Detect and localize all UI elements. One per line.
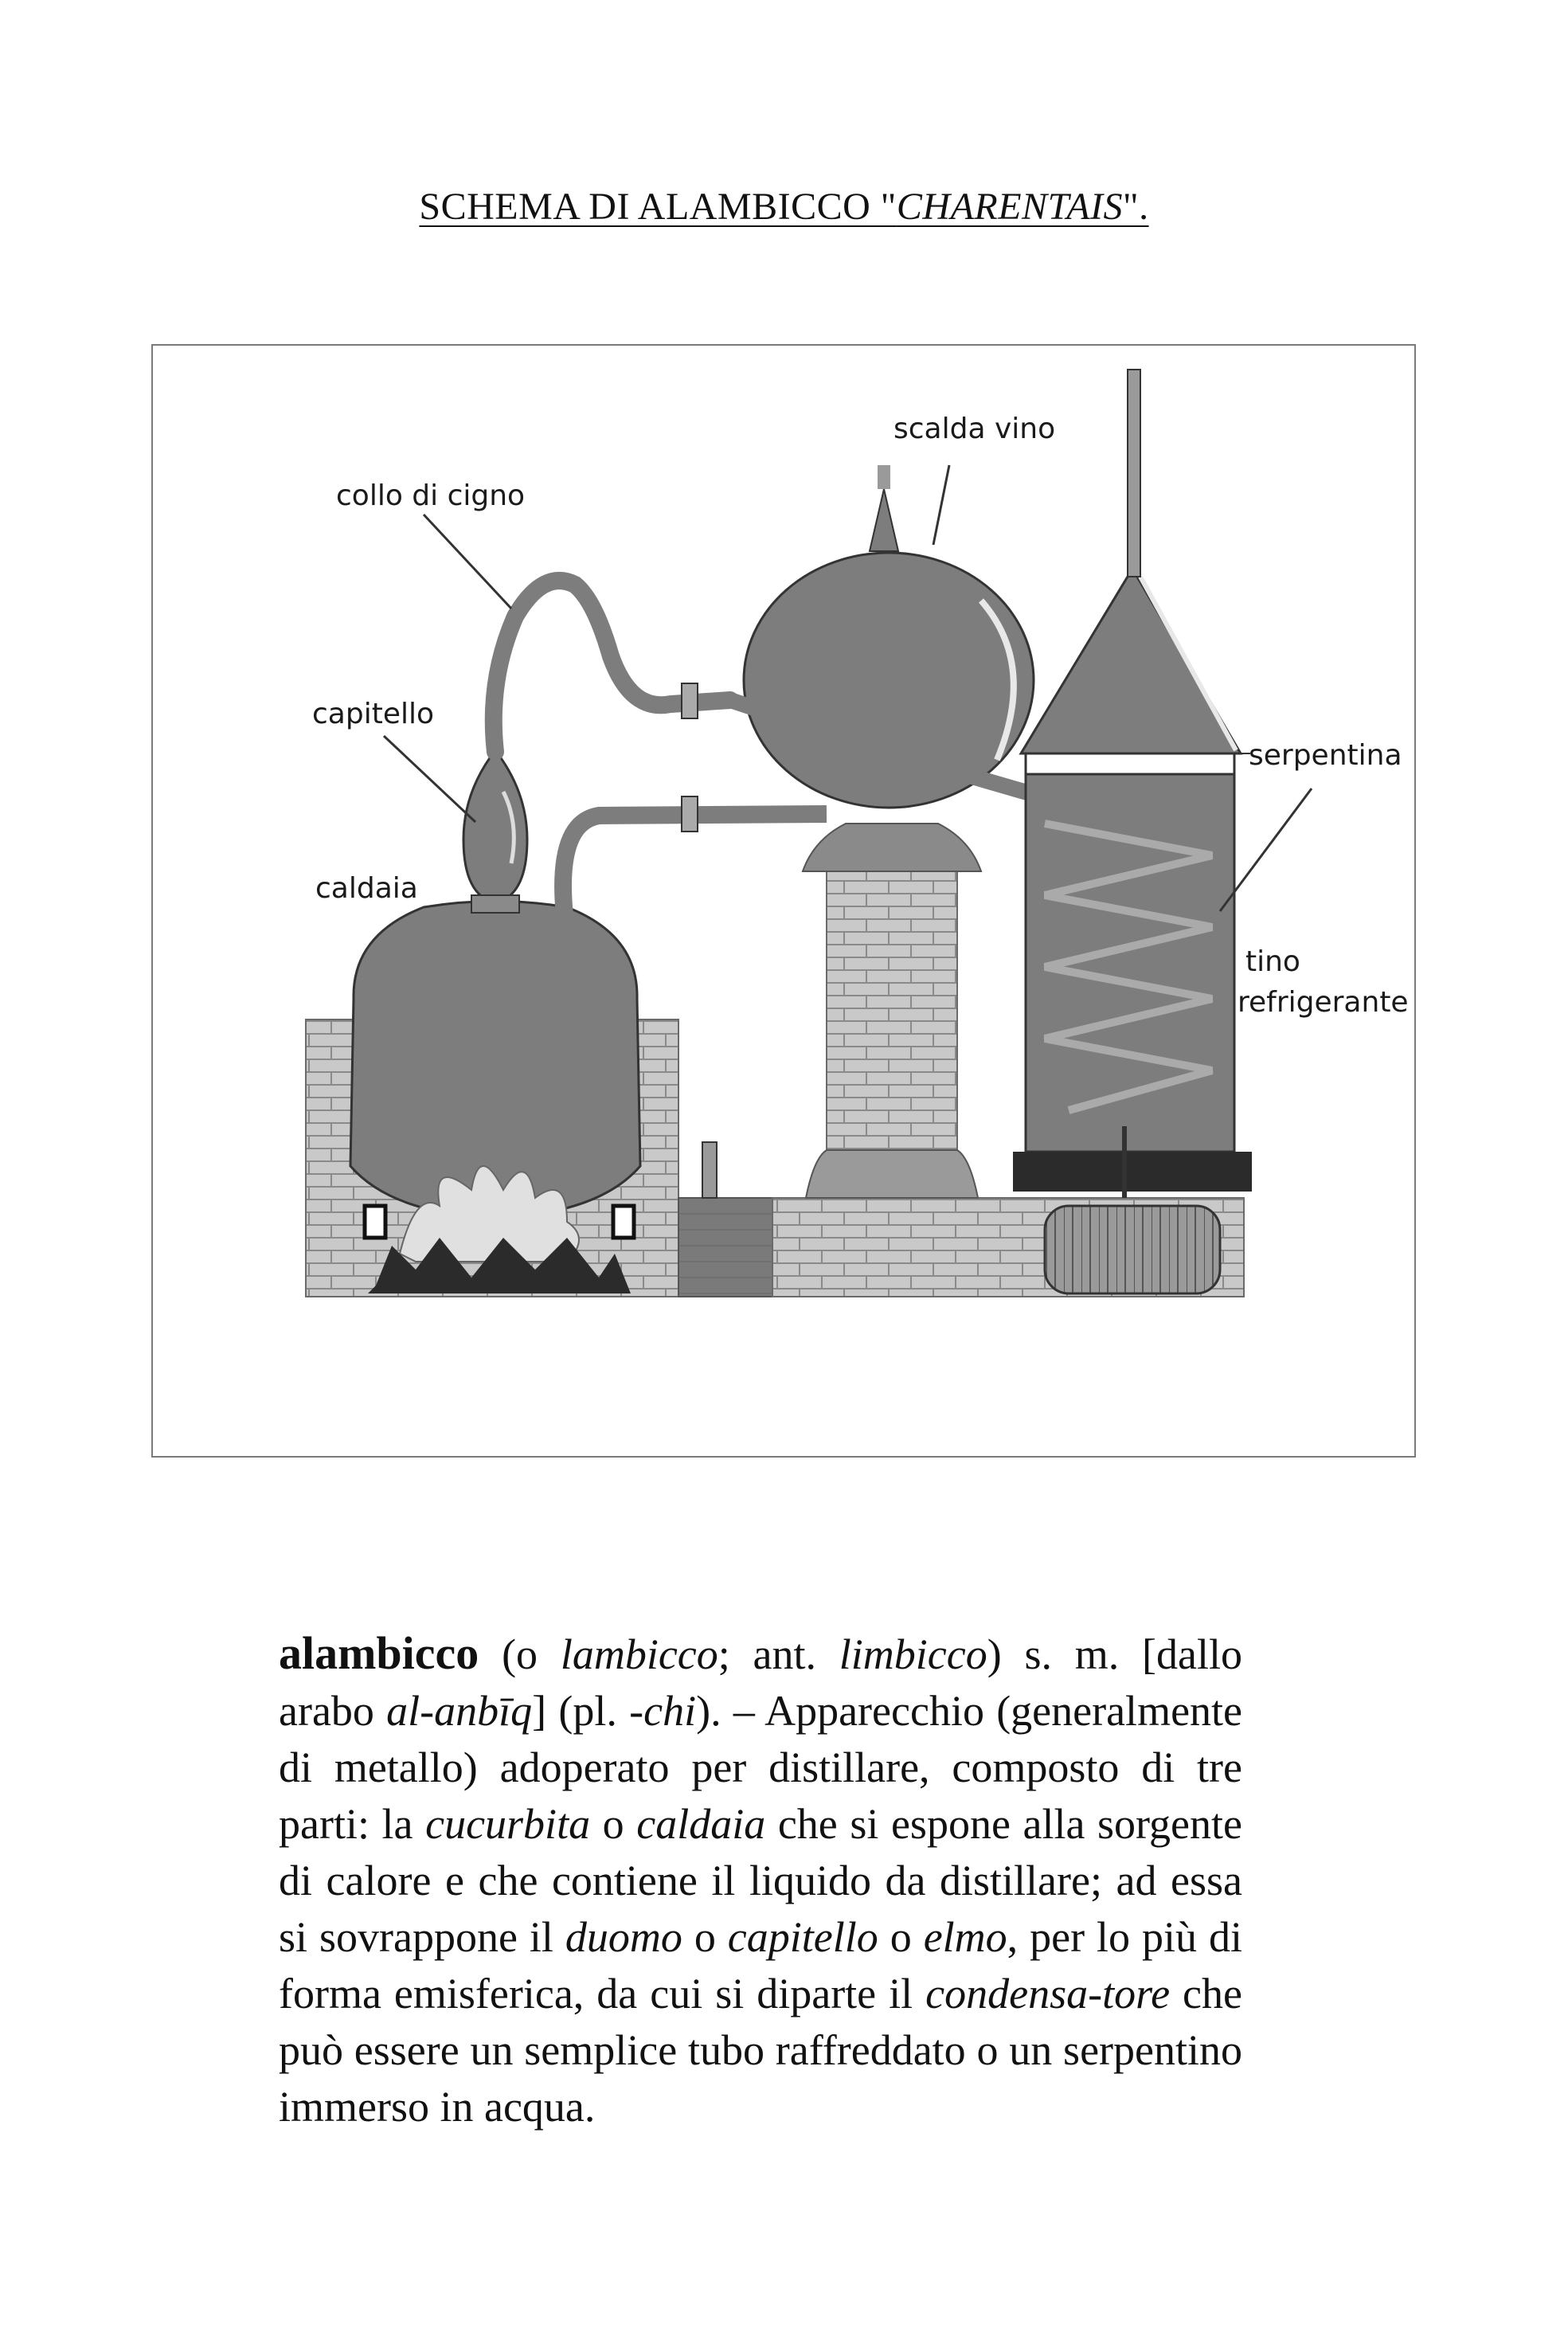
entry-text-2: ; ant. xyxy=(718,1630,839,1678)
entry-text-6: o xyxy=(590,1800,637,1848)
headword: alambicco xyxy=(279,1627,479,1679)
title-suffix: ". xyxy=(1123,186,1149,228)
entry-italic-3: al-anbīq xyxy=(386,1687,533,1735)
entry-text-10: , per lo più di forma emisferica, da cui si diparte il xyxy=(279,1913,1242,2017)
page-title xyxy=(0,185,1568,229)
title-prefix: SCHEMA DI ALAMBICCO " xyxy=(419,186,897,228)
entry-italic-6: caldaia xyxy=(636,1800,766,1848)
label-serpentina: serpentina xyxy=(1249,739,1402,772)
swan-neck xyxy=(494,581,730,752)
alembic-drawing xyxy=(153,346,1417,1459)
label-scalda-vino: scalda vino xyxy=(893,413,1056,445)
entry-italic-4: -chi xyxy=(629,1687,697,1735)
tank-roof xyxy=(1021,569,1241,753)
label-collo-di-cigno: collo di cigno xyxy=(336,479,526,512)
boiler xyxy=(350,902,640,1219)
entry-italic-8: capitello xyxy=(727,1913,878,1961)
entry-text-7: che si espone alla sorgente di calore e che contiene il liquido da distillare; ad essa si sovrappone il xyxy=(279,1800,1242,1961)
entry-italic-2: limbicco xyxy=(839,1630,987,1678)
chimney xyxy=(1128,370,1140,577)
label-refrigerante: refrigerante xyxy=(1238,986,1409,1019)
entry-italic-1: lambicco xyxy=(560,1630,718,1678)
entry-italic-7: duomo xyxy=(565,1913,682,1961)
label-capitello: capitello xyxy=(312,698,434,730)
barrel xyxy=(1045,1206,1220,1293)
entry-italic-9: elmo xyxy=(923,1913,1007,1961)
entry-text-9: o xyxy=(878,1913,924,1961)
entry-text-3: ) s. m. [dallo arabo xyxy=(279,1630,1242,1735)
title-italic: CHARENTAIS xyxy=(896,186,1123,228)
entry-text-4: ] (pl. xyxy=(532,1687,630,1735)
pillar xyxy=(827,855,957,1198)
base-wall xyxy=(678,1198,772,1297)
capitello xyxy=(463,750,527,903)
entry-text-8: o xyxy=(682,1913,728,1961)
wine-heater xyxy=(744,553,1034,808)
entry-italic-5: cucurbita xyxy=(425,1800,591,1848)
entry-italic-10: condensa-tore xyxy=(925,1970,1171,2017)
entry-text-11: che può essere un semplice tubo raffreddato o un serpentino immerso in acqua. xyxy=(279,1970,1242,2131)
entry-text-1: (o xyxy=(479,1630,561,1678)
alembic-diagram xyxy=(151,344,1416,1458)
label-tino: tino xyxy=(1245,945,1300,978)
dictionary-entry xyxy=(279,1625,1242,2135)
label-caldaia: caldaia xyxy=(315,872,418,905)
entry-text-5: ). – Apparecchio (generalmente di metallo) adoperato per distillare, composto di tre parti: la xyxy=(279,1687,1243,1848)
